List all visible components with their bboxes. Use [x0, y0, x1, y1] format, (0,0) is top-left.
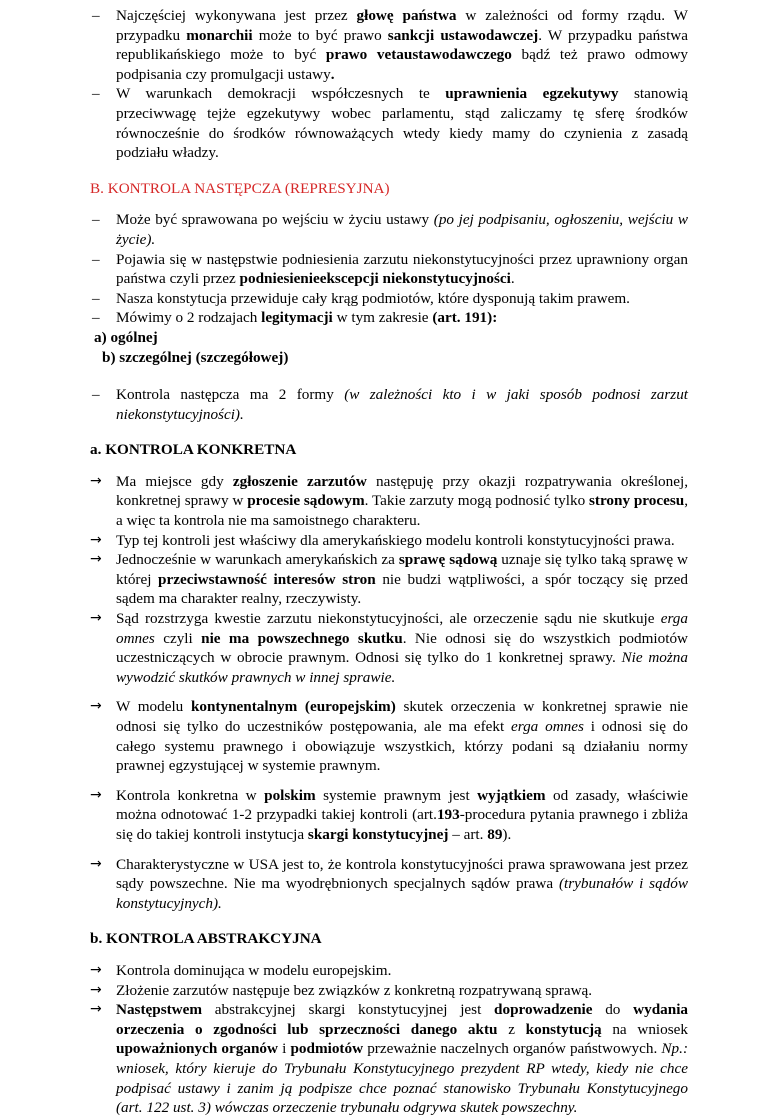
arrow-right-icon: → [90, 961, 102, 978]
paragraph-text [116, 532, 675, 549]
arrow-right-icon: → [90, 551, 102, 568]
arrow-right-icon: → [90, 786, 102, 803]
text-segment: Może być sprawowana po wejściu w życiu ustawy [116, 211, 434, 229]
text-segment: podmiotów [290, 1040, 364, 1058]
list-item-szczegolnej [90, 348, 688, 368]
section-kontrola-abstrakcyjna [90, 929, 688, 949]
text-segment: Sąd rozstrzyga kwestie zarzutu niekonstytucyjności, ale orzeczenie sądu nie skutkuje [116, 610, 661, 628]
text-segment: Nie można wywodzić skutków prawnych w innej sprawie. [116, 649, 688, 686]
text-segment: wydania orzeczenia o zgodności lub sprzeczności danego aktu [116, 1001, 689, 1038]
paragraph-text [116, 698, 688, 774]
text-segment: . Takie zarzuty mogą podnosić tylko [364, 492, 589, 510]
paragraph-text [116, 251, 688, 288]
text-segment: monarchii [186, 26, 253, 44]
text-segment: b) szczególnej (szczegółowej) [102, 348, 289, 366]
para-pojawia-sie [90, 250, 688, 289]
para-sad-rozstrzyga [90, 609, 688, 687]
paragraph-text [116, 85, 688, 161]
text-segment: sprawę sądową [398, 551, 498, 569]
bullet-dash-icon: – [92, 289, 100, 307]
text-segment: nie ma powszechnego skutku [201, 629, 403, 647]
text-segment: czyli [154, 629, 202, 647]
text-segment: . W przypadku państwa republikańskiego może to być [116, 26, 689, 64]
text-segment: . [510, 270, 515, 288]
text-segment: legitymacji [261, 309, 333, 327]
text-segment: kontynentalnym (europejskim) [190, 698, 396, 716]
text-segment: – art. [448, 825, 488, 843]
text-segment: na wniosek [601, 1020, 688, 1038]
text-segment: a. KONTROLA KONKRETNA [90, 441, 297, 459]
bullet-dash-icon: – [92, 211, 100, 229]
paragraph-text [116, 7, 688, 83]
text-segment: do [592, 1001, 634, 1019]
text-segment: Kontrola konkretna w [116, 786, 265, 804]
text-segment: Pojawia się w następstwie podniesienia zarzutu niekonstytucyjności przez uprawniony organ państwa czyli przez [116, 250, 688, 288]
paragraph-text [116, 551, 688, 607]
paragraph-text [116, 982, 592, 999]
text-segment: Typ tej kontroli jest właściwy dla amerykańskiego modelu kontroli konstytucyjności prawa. [116, 531, 675, 549]
text-segment: może to być prawo [252, 26, 388, 44]
arrow-right-icon: → [90, 1001, 102, 1018]
section-kontrola-konkretna [90, 440, 688, 460]
text-segment: erga omnes [511, 718, 584, 735]
text-segment: (art. 191): [432, 309, 498, 327]
text-segment: uprawnienia egzekutywy [445, 85, 619, 103]
text-segment: strony procesu [588, 492, 685, 510]
text-segment: (po jej podpisaniu, ogłoszeniu, wejściu w życie). [116, 211, 688, 248]
bullet-dash-icon: – [92, 386, 100, 404]
text-segment: Ma miejsce gdy [116, 472, 233, 490]
text-segment: W modelu [116, 698, 191, 716]
text-segment: Najczęściej wykonywana jest przez [116, 7, 357, 24]
arrow-right-icon: → [90, 531, 102, 548]
text-segment: skutek orzeczenia w konkretnej sprawie nie odnosi się tylko do uczestników postępowania, ale ma efekt [116, 698, 689, 735]
text-segment: Jednocześnie w warunkach amerykańskich za [116, 551, 399, 569]
text-segment: od zasady, właściwie można odnotować 1-2 przypadki takiej kontroli (art. [116, 786, 689, 824]
text-segment: konstytucją [525, 1020, 602, 1038]
text-segment: przeciwstawność interesów stron [158, 570, 376, 588]
paragraph-text [116, 211, 688, 248]
text-segment: Mówimy o 2 rodzajach [116, 309, 262, 327]
para-glowa-panstwa [90, 6, 688, 84]
para-warunki-demokracji [90, 84, 688, 162]
para-typ-tej-kontroli [90, 531, 688, 551]
text-segment: wyjątkiem [477, 786, 546, 804]
text-segment: . [330, 65, 335, 83]
arrow-right-icon: → [90, 698, 102, 715]
text-segment: skargi konstytucyjnej [307, 825, 449, 843]
text-segment: -procedura pytania prawnego i zbliża się do takiej kontroli instytucja [116, 806, 688, 843]
para-kontrola-2-formy [90, 385, 688, 424]
bullet-dash-icon: – [92, 309, 100, 327]
paragraph-text [116, 787, 688, 843]
text-segment: prawo vetaustawodawczego [325, 46, 512, 64]
text-segment: upoważnionych organów [116, 1040, 278, 1058]
text-segment: i odnosi się do całego systemu prawnego i obowiązuje wszystkich, którzy podani są działaniu normy prawnej egzystującej w systemie prawnym. [116, 718, 688, 775]
text-segment: głowę państwa [356, 7, 457, 24]
text-segment: z [497, 1020, 526, 1038]
para-nasza-konstytucja [90, 289, 688, 309]
para-ma-miejsce [90, 472, 688, 531]
text-segment: polskim [264, 786, 316, 804]
text-segment: w tym zakresie [332, 309, 433, 327]
paragraph-text [116, 473, 688, 529]
text-segment: w zależności od formy rządu. W przypadku [116, 7, 688, 44]
text-segment: Charakterystyczne w USA jest to, że kontrola konstytucyjności prawa sprawowana jest przez sądy powszechne. Nie ma wyodrębnionych specjalnych sądów prawa [116, 855, 688, 893]
text-segment: i [277, 1040, 291, 1058]
text-segment: ). [502, 825, 512, 843]
paragraph-text [116, 856, 688, 912]
text-segment: następuję przy okazji rozpatrywania określonej, konkretnej sprawy w [116, 472, 688, 510]
paragraph-text [116, 290, 630, 307]
text-segment: B. KONTROLA NASTĘPCZA (REPRESYJNA) [90, 179, 390, 197]
text-segment: stanowią przeciwwagę tejże egzekutywy wobec parlamentu, stąd zaliczamy tę sferę środków równocześnie do środków równoważących wtedy kiedy mamy do czynienia z zasadą podziału władzy. [116, 85, 688, 162]
text-segment: erga omnes [116, 610, 688, 647]
text-segment: Np.: wniosek, który kieruje do Trybunału Konstytucyjnego prezydent RP wtedy, kiedy nie chce podpisać ustawy i zanim ją podpisze chce poznać stanowisko Trybunału Konstytucyjnego (art. 122 ust. 3) wówczas orzeczenie trybunału odgrywa skutek powszechny. [116, 1040, 688, 1117]
text-segment: (w zależności kto i w jaki sposób podnosi zarzut niekonstytucyjności). [116, 386, 689, 423]
bullet-dash-icon: – [92, 250, 100, 268]
text-segment: Złożenie zarzutów następuje bez związków z konkretną rozpatrywaną sprawą. [116, 981, 593, 999]
text-segment: W warunkach demokracji współczesnych te [116, 85, 446, 103]
bullet-dash-icon: – [92, 7, 100, 24]
para-nastepstwem [90, 1000, 688, 1118]
para-moze-byc-sprawowana [90, 210, 688, 249]
bullet-dash-icon: – [92, 85, 100, 103]
text-segment: podniesienieekscepcji niekonstytucyjności [239, 270, 511, 288]
text-segment: nie budzi wątpliwości, a spór toczący się przed sądem ma charakter realny, rzeczywisty. [116, 570, 688, 608]
paragraph-text [116, 1001, 688, 1116]
para-mowimy-o-2 [90, 308, 688, 328]
arrow-right-icon: → [90, 981, 102, 998]
text-segment: procesie sądowym [247, 492, 365, 510]
text-segment: 193 [436, 806, 460, 824]
text-segment: . Nie odnosi się do wszystkich podmiotów uczestniczących w obrocie prawnym. Odnosi się tylko do 1 konkretnej sprawy. [116, 629, 689, 667]
arrow-right-icon: → [90, 855, 102, 872]
arrow-right-icon: → [90, 472, 102, 489]
text-segment: Nasza konstytucja przewiduje cały krąg podmiotów, które dysponują takim prawem. [116, 289, 630, 307]
text-segment: 89 [487, 825, 503, 843]
text-segment: , a więc ta kontrola nie ma samoistnego charakteru. [116, 492, 688, 530]
paragraph-text [116, 386, 688, 423]
text-segment: bądź też prawo odmowy podpisania czy promulgacji ustawy [116, 46, 689, 83]
paragraph-text [116, 309, 497, 326]
text-segment: (trybunałów i sądów konstytucyjnych). [116, 875, 688, 912]
text-segment: zgłoszenie zarzutów [232, 472, 367, 490]
text-segment: doprowadzenie [494, 1001, 593, 1019]
para-kontrola-w-polskim [90, 786, 688, 845]
text-segment: Kontrola dominująca w modelu europejskim. [116, 961, 392, 979]
text-segment: systemie prawnym jest [315, 786, 478, 804]
arrow-right-icon: → [90, 610, 102, 627]
section-kontrola-nastepcza [90, 179, 688, 199]
para-jednoczesnie [90, 550, 688, 609]
text-segment: Kontrola następcza ma 2 formy [116, 386, 345, 404]
text-segment: przeważnie naczelnych organów państwowych. [363, 1040, 662, 1058]
text-segment: abstrakcyjnej skargi konstytucyjnej jest [202, 1001, 495, 1019]
para-kontrola-dominujaca [90, 961, 688, 981]
para-model-kontynentalny [90, 697, 688, 775]
paragraph-text [116, 610, 688, 686]
text-segment: b. KONTROLA ABSTRAKCYJNA [90, 930, 322, 948]
text-segment: uznaje się tylko taką sprawę w której [116, 551, 688, 588]
list-item-ogolnej [90, 328, 688, 348]
para-charakterystyczne-usa [90, 855, 688, 914]
para-zlozenie-zarzutow [90, 981, 688, 1001]
text-segment: sankcji ustawodawczej [387, 26, 539, 44]
paragraph-text [116, 962, 391, 979]
text-segment: a) ogólnej [94, 328, 158, 346]
text-segment: Następstwem [116, 1001, 203, 1019]
